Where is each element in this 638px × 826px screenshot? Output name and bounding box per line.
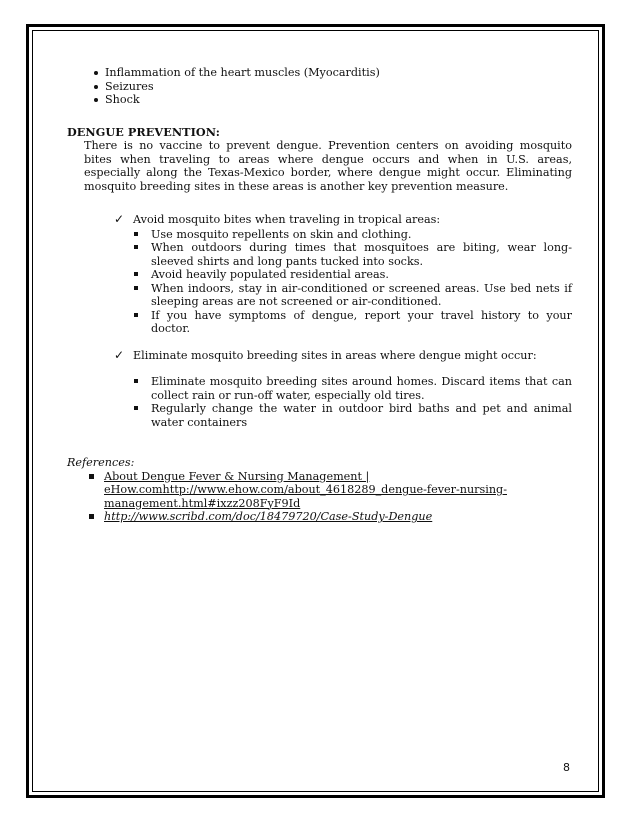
reference-item [67, 470, 572, 511]
list-item: Avoid heavily populated residential areas. [67, 268, 572, 282]
list-item: Inflammation of the heart muscles (Myocarditis) [67, 66, 572, 80]
prevention-paragraph: There is no vaccine to prevent dengue. Prevention centers on avoiding mosquito bites when traveling to areas where dengue occurs and when in U.S. areas, especially along the Texas-Mexico border, where dengue might occur. Eliminating mosquito breeding sites in these areas is another key prevention measure. [84, 139, 572, 193]
square-bullet-icon [134, 272, 138, 276]
bullet-icon [94, 85, 98, 89]
square-bullet-icon [134, 313, 138, 317]
list-item: Use mosquito repellents on skin and clothing. [67, 228, 572, 242]
page-number: 8 [563, 761, 570, 774]
list-item: Shock [67, 93, 572, 107]
document-content [67, 66, 572, 524]
square-bullet-icon [134, 379, 138, 383]
square-bullet-icon [134, 232, 138, 236]
square-bullet-icon [89, 514, 94, 519]
list-item: When indoors, stay in air-conditioned or screened areas. Use bed nets if sleeping areas are not screened or air-conditioned. [67, 282, 572, 309]
checkmark-icon: ✓ [114, 212, 125, 226]
reference-link-ehow-url[interactable]: http://www.ehow.com/about_4618289_dengue-fever-nursing-management.html#ixzz208FyF9Id [104, 483, 507, 510]
bullet-icon [94, 71, 98, 75]
checklist-item: ✓ Eliminate mosquito breeding sites in areas where dengue might occur: [114, 347, 537, 362]
checklist-item: ✓ Avoid mosquito bites when traveling in tropical areas: [114, 212, 441, 226]
square-bullet-icon [89, 474, 94, 479]
list-item: When outdoors during times that mosquitoes are biting, wear long-sleeved shirts and long pants tucked into socks. [67, 241, 572, 268]
references-title: References: [67, 456, 135, 469]
bullet-icon [94, 98, 98, 102]
reference-link-ehow-title[interactable]: About Dengue Fever & Nursing Management | eHow.com [104, 469, 370, 496]
reference-item [67, 510, 572, 524]
reference-link-scribd[interactable]: http://www.scribd.com/doc/18479720/Case-Study-Dengue [104, 510, 433, 523]
square-bullet-icon [134, 245, 138, 249]
list-item: Seizures [67, 80, 572, 94]
breeding-sites-list [67, 375, 572, 429]
square-bullet-icon [134, 406, 138, 410]
list-item: Eliminate mosquito breeding sites around homes. Discard items that can collect rain or run-off water, especially old tires. [67, 375, 572, 402]
list-item: Regularly change the water in outdoor bird baths and pet and animal water containers [67, 402, 572, 429]
checkmark-icon: ✓ [114, 347, 125, 362]
complications-list [67, 66, 572, 107]
section-heading: DENGUE PREVENTION: [67, 124, 220, 139]
avoid-bites-list [67, 228, 572, 336]
square-bullet-icon [134, 286, 138, 290]
list-item: If you have symptoms of dengue, report your travel history to your doctor. [67, 309, 572, 336]
